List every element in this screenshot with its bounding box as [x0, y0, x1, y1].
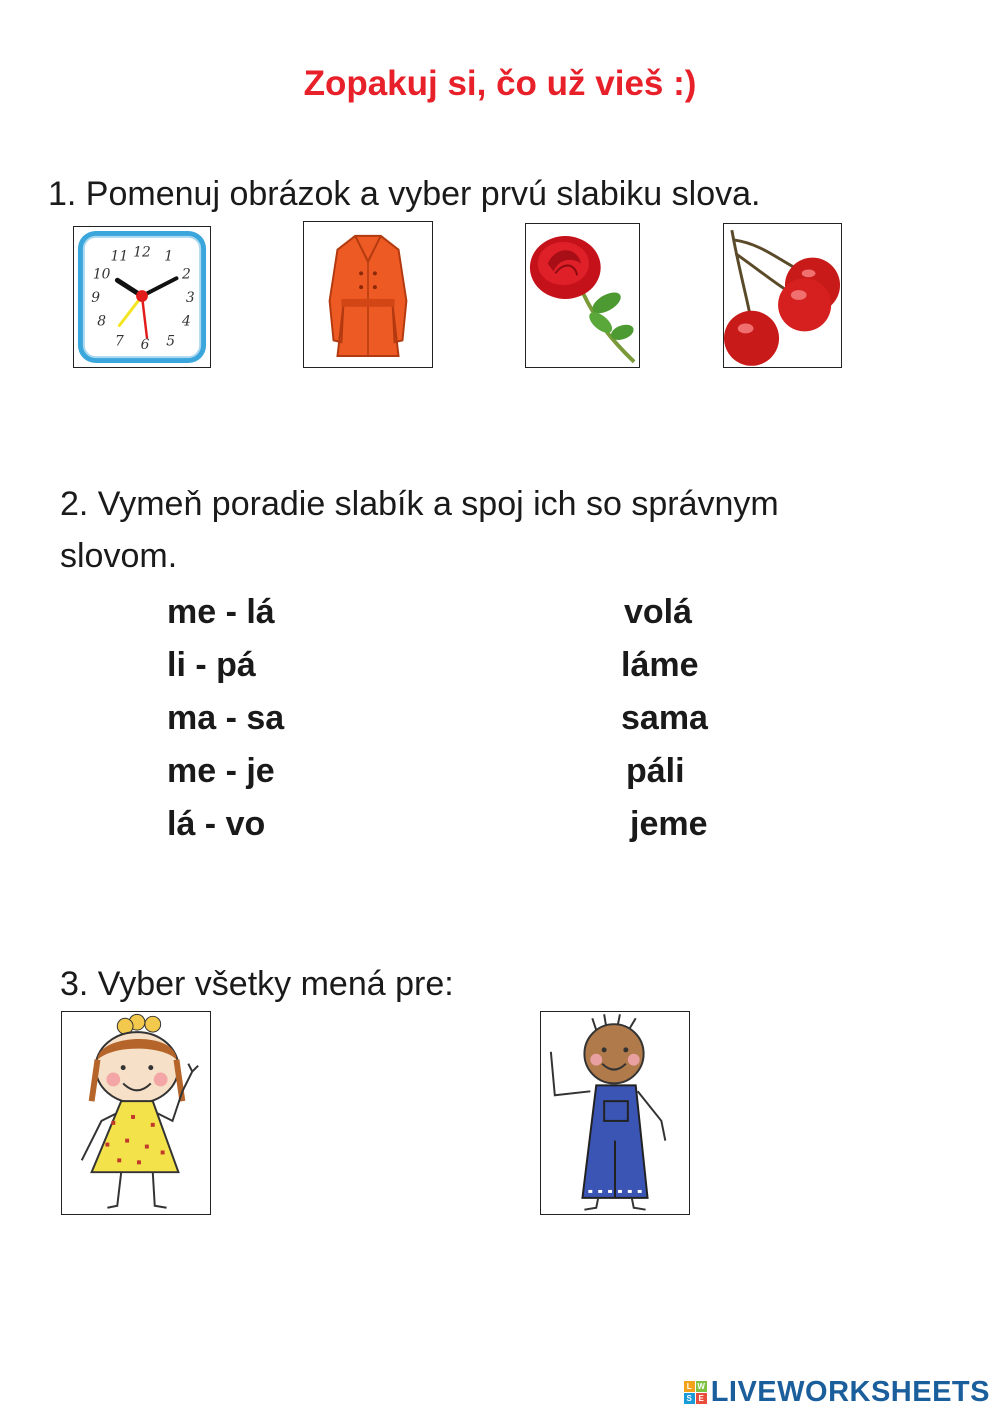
svg-text:4: 4 [181, 313, 191, 330]
target-word[interactable]: sama [621, 699, 708, 737]
page-title: Zopakuj si, čo už vieš :) [303, 64, 697, 103]
liveworksheets-logo[interactable] [684, 1374, 990, 1410]
svg-text:6: 6 [140, 337, 150, 354]
logo-tile: W [697, 1381, 705, 1391]
coat-image [303, 221, 433, 368]
svg-text:3: 3 [185, 289, 195, 306]
target-word[interactable]: páli [626, 752, 685, 790]
cherries-image [723, 223, 842, 368]
clock-image [73, 226, 211, 368]
task-2-instruction-line2: slovom. [60, 537, 178, 575]
svg-text:11: 11 [110, 248, 129, 265]
svg-text:12: 12 [133, 244, 151, 261]
boy-icon [541, 1012, 689, 1214]
logo-tile: S [684, 1393, 695, 1404]
coat-icon [304, 222, 432, 367]
svg-text:8: 8 [97, 313, 106, 330]
logo-tile: L [684, 1381, 695, 1392]
syllable-pair[interactable]: lá - vo [167, 805, 266, 843]
target-word[interactable]: láme [621, 646, 699, 684]
target-word[interactable]: volá [624, 593, 693, 631]
girl-icon [62, 1012, 210, 1214]
syllable-pair[interactable]: ma - sa [167, 699, 285, 737]
svg-text:9: 9 [91, 289, 101, 306]
svg-text:5: 5 [166, 333, 175, 350]
clock-icon [74, 227, 210, 367]
boy-image[interactable] [540, 1011, 690, 1215]
rose-image [525, 223, 640, 368]
svg-text:7: 7 [114, 333, 124, 350]
svg-text:1: 1 [164, 248, 173, 265]
syllable-pair[interactable]: me - je [167, 752, 275, 790]
brand-name: LIVEWORKSHEETS [710, 1375, 990, 1408]
syllable-pair[interactable]: me - lá [167, 593, 275, 631]
rose-icon [526, 224, 639, 367]
task-3-instruction: 3. Vyber všetky mená pre: [60, 965, 454, 1003]
syllable-pair[interactable]: li - pá [167, 646, 256, 684]
task-1-instruction: 1. Pomenuj obrázok a vyber prvú slabiku slova. [48, 175, 761, 213]
girl-image[interactable] [61, 1011, 211, 1215]
logo-tile: E [696, 1393, 707, 1404]
cherries-icon [724, 224, 841, 367]
target-word[interactable]: jeme [630, 805, 708, 843]
task-2-instruction-line1: 2. Vymeň poradie slabík a spoj ich so správnym [60, 485, 779, 523]
svg-text:2: 2 [181, 266, 191, 283]
svg-text:10: 10 [92, 266, 111, 283]
liveworksheets-logo-icon [684, 1381, 707, 1404]
